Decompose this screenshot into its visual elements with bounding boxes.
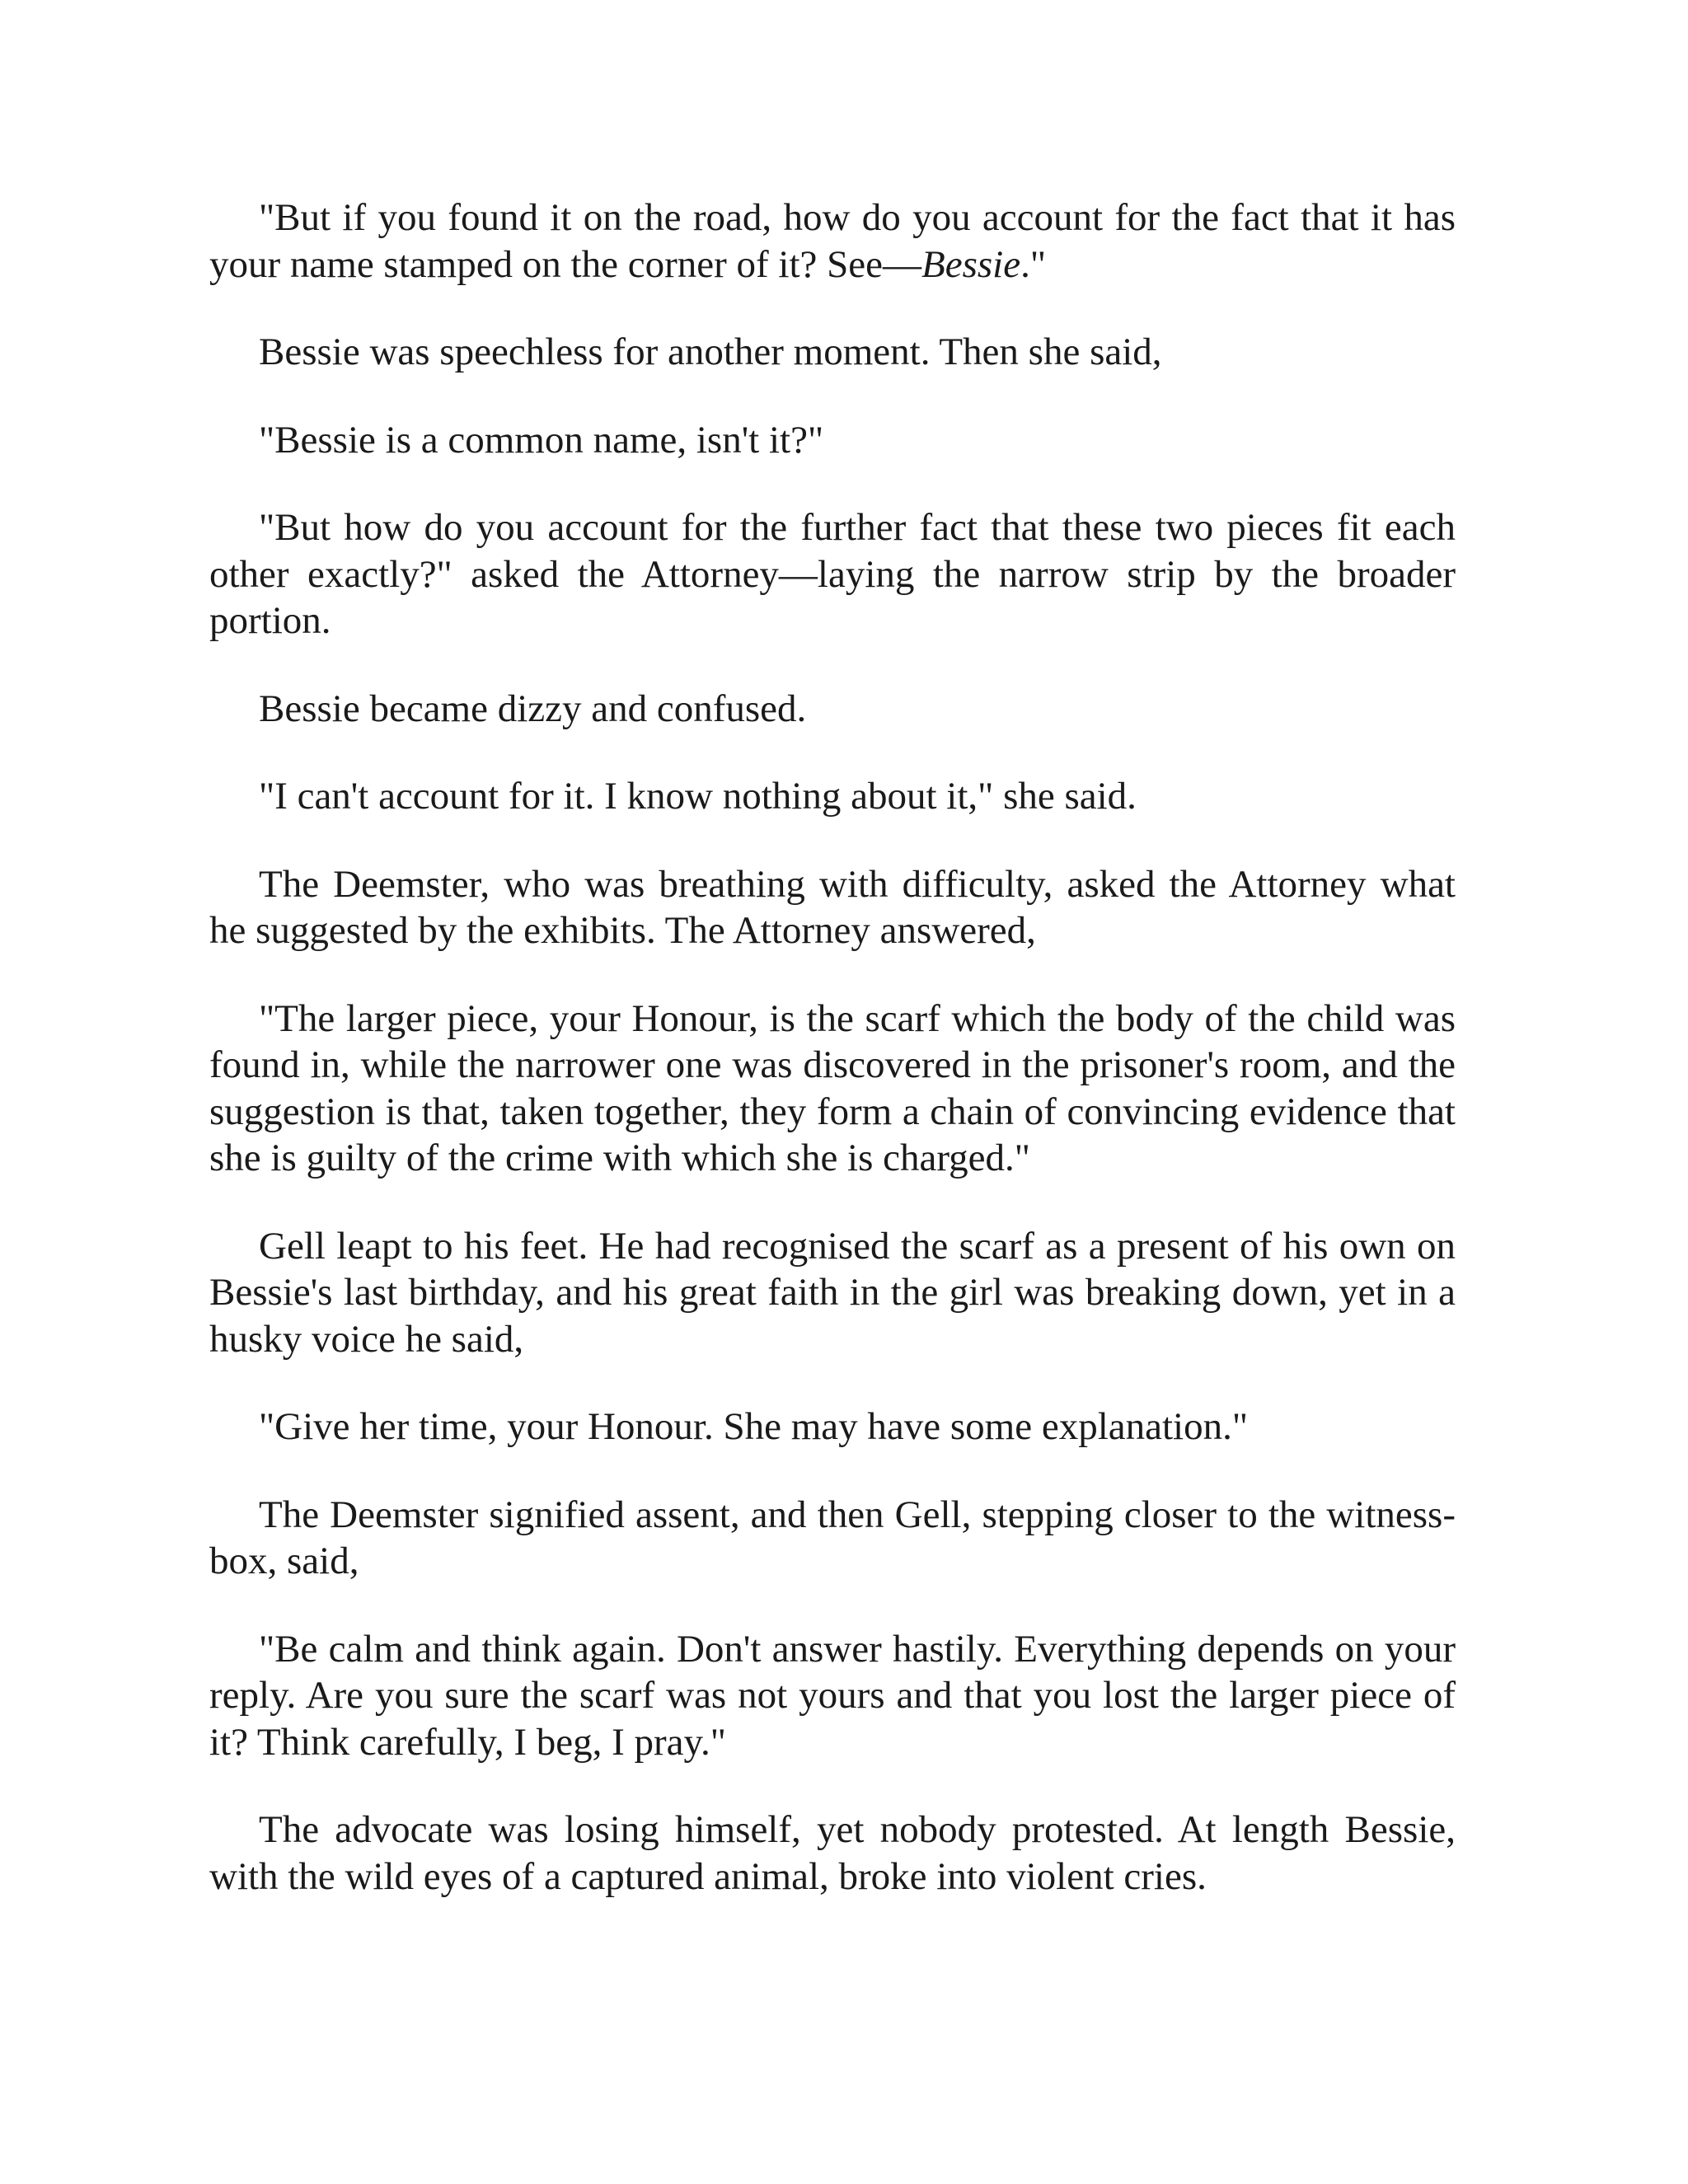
paragraph-10: "Give her time, your Honour. She may have some explanation." bbox=[259, 1405, 1249, 1448]
paragraph-1-end: ." bbox=[1020, 242, 1047, 286]
paragraph-12: "Be calm and think again. Don't answer hastily. Everything depends on your reply. Are you sure the scarf was not yours and that you lost the larger piece of it? Think carefully, I beg, I pray." bbox=[209, 1627, 1456, 1764]
paragraph-7: The Deemster, who was breathing with difficulty, asked the Attorney what he suggested by the exhibits. The Attorney answered, bbox=[209, 862, 1456, 952]
paragraph-1 bbox=[209, 194, 1456, 288]
paragraph-13: The advocate was losing himself, yet nobody protested. At length Bessie, with the wild eyes of a captured animal, broke into violent cries. bbox=[209, 1808, 1456, 1898]
book-page bbox=[209, 194, 1456, 1900]
paragraph-1-text: "But if you found it on the road, how do you account for the fact that it has your name stamped on the corner of it? See— bbox=[209, 196, 1456, 286]
paragraph-11: The Deemster signified assent, and then Gell, stepping closer to the witness-box, said, bbox=[209, 1493, 1456, 1582]
paragraph-2: Bessie was speechless for another moment. Then she said, bbox=[259, 330, 1162, 373]
paragraph-9: Gell leapt to his feet. He had recognised the scarf as a present of his own on Bessie's last birthday, and his great faith in the girl was breaking down, yet in a husky voice he said, bbox=[209, 1224, 1456, 1361]
paragraph-4: "But how do you account for the further fact that these two pieces fit each other exactly?" asked the Attorney—laying the narrow strip by the broader portion. bbox=[209, 506, 1456, 642]
paragraph-1-italic-name: Bessie bbox=[921, 242, 1021, 286]
paragraph-6: "I can't account for it. I know nothing about it," she said. bbox=[259, 775, 1137, 818]
paragraph-8: "The larger piece, your Honour, is the scarf which the body of the child was found in, while the narrower one was discovered in the prisoner's room, and the suggestion is that, taken together, they form a chain of convincing evidence that she is guilty of the crime with which she is charged." bbox=[209, 996, 1456, 1179]
paragraph-5: Bessie became dizzy and confused. bbox=[259, 687, 807, 730]
paragraph-3: "Bessie is a common name, isn't it?" bbox=[259, 418, 824, 462]
